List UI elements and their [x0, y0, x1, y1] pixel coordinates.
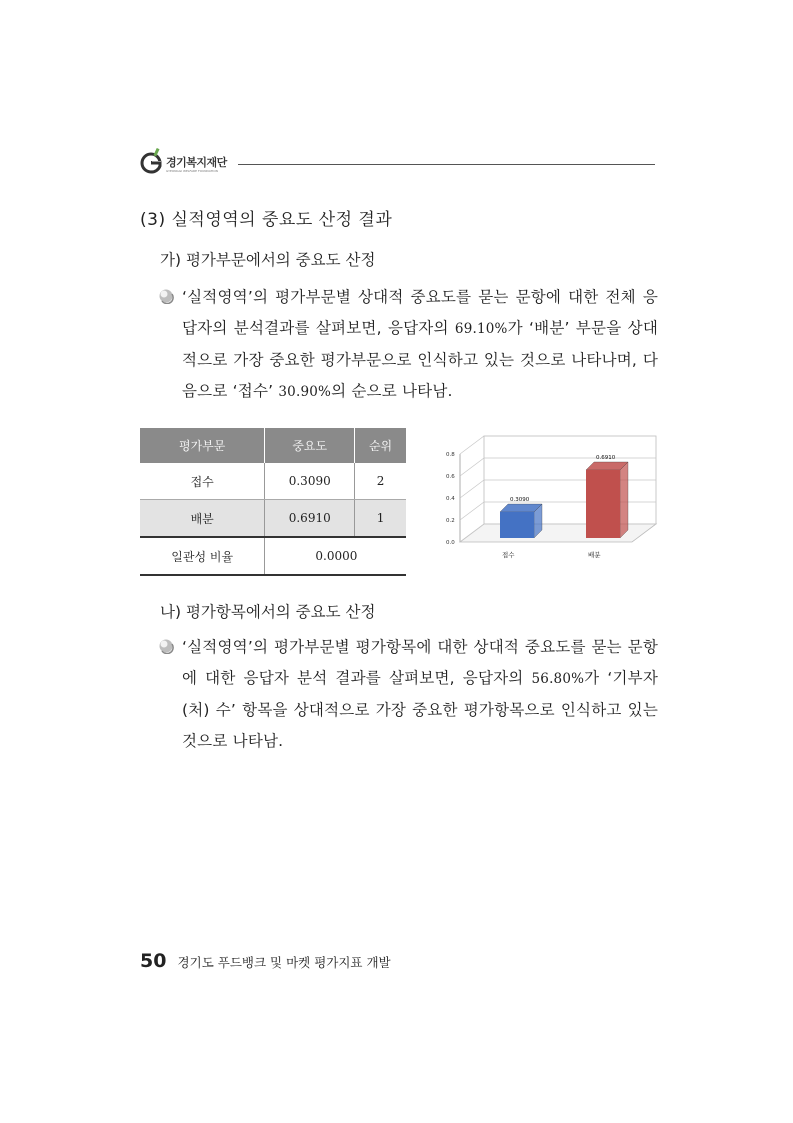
table-header-row — [140, 428, 406, 463]
table-row — [140, 500, 406, 538]
subheading-a: 가) 평가부문에서의 중요도 산정 — [160, 251, 376, 269]
paragraph-text: 의 순으로 나타남. — [331, 382, 453, 400]
data-label-2: 0.6910 — [596, 454, 616, 461]
x-tick-label: 접수 — [502, 551, 515, 559]
row-importance: 0.3090 — [265, 463, 355, 500]
table-row — [140, 463, 406, 500]
bar-side-2 — [620, 462, 628, 538]
consistency-ratio-label: 일관성 비율 — [140, 537, 265, 575]
row-importance: 0.6910 — [265, 500, 355, 538]
y-tick-label: 0.2 — [446, 518, 455, 524]
col-header-category: 평가부문 — [140, 428, 265, 463]
consistency-ratio-row — [140, 537, 406, 575]
y-tick-label: 0.4 — [446, 496, 455, 502]
bullet-icon — [158, 638, 174, 654]
bullet-icon — [158, 288, 174, 304]
paragraph-b-block — [158, 632, 658, 757]
subheading-b: 나) 평가항목에서의 중요도 산정 — [160, 603, 376, 621]
paragraph-text: ‘실적영역’의 평가부문별 평가항목에 대한 상대적 중요도를 묻는 문항에 대한 응답자 분석 결과를 살펴보면, 응답자의 — [182, 638, 658, 687]
paragraph-a-block — [158, 282, 658, 408]
row-rank: 2 — [355, 463, 406, 500]
col-header-importance: 중요도 — [265, 428, 355, 463]
row-rank: 1 — [355, 500, 406, 538]
x-tick-label: 배분 — [588, 551, 601, 559]
bar-2 — [586, 470, 620, 538]
row-category: 접수 — [140, 463, 265, 500]
y-tick-label: 0.8 — [446, 452, 455, 458]
consistency-ratio-value: 0.0000 — [265, 537, 406, 575]
header-rule — [238, 164, 655, 165]
row-category: 배분 — [140, 500, 265, 538]
page-header — [140, 146, 655, 178]
logo-text: 경기복지재단 — [166, 156, 227, 169]
bar-1 — [500, 512, 534, 538]
section-heading: (3) 실적영역의 중요도 산정 결과 — [140, 210, 393, 230]
percent-value: 30.90% — [278, 384, 332, 400]
percent-value: 56.80% — [531, 671, 585, 687]
col-header-rank: 순위 — [355, 428, 406, 463]
page-number: 50 — [140, 950, 167, 972]
paragraph-text: 가 ‘기부자(처) 수’ 항목을 상대적으로 가장 중요한 평가항목으로 인식하고 있는 것으로 나타남. — [182, 669, 658, 750]
percent-value: 69.10% — [454, 321, 508, 337]
data-label-1: 0.3090 — [510, 497, 530, 504]
footer-title: 경기도 푸드뱅크 및 마켓 평가지표 개발 — [177, 955, 391, 970]
logo-subtitle: GYEONGGI WELFARE FOUNDATION — [166, 169, 218, 173]
y-tick-label: 0.6 — [446, 474, 455, 480]
paragraph-b — [182, 632, 658, 757]
foundation-logo-icon — [140, 148, 162, 174]
paragraph-text: 가 ‘배분’ 부문을 상대적으로 가장 중요한 평가부문으로 인식하고 있는 것으로 나타나며, 다음으로 ‘접수’ — [182, 319, 658, 400]
y-tick-label: 0.0 — [446, 540, 455, 546]
paragraph-a — [182, 282, 658, 408]
paragraph-text: ‘실적영역’의 평가부문별 상대적 중요도를 묻는 문항에 대한 전체 응답자의 분석결과를 살펴보면, 응답자의 — [182, 288, 658, 337]
page-footer — [140, 950, 391, 972]
importance-table — [140, 428, 406, 576]
importance-bar-chart — [432, 430, 662, 570]
